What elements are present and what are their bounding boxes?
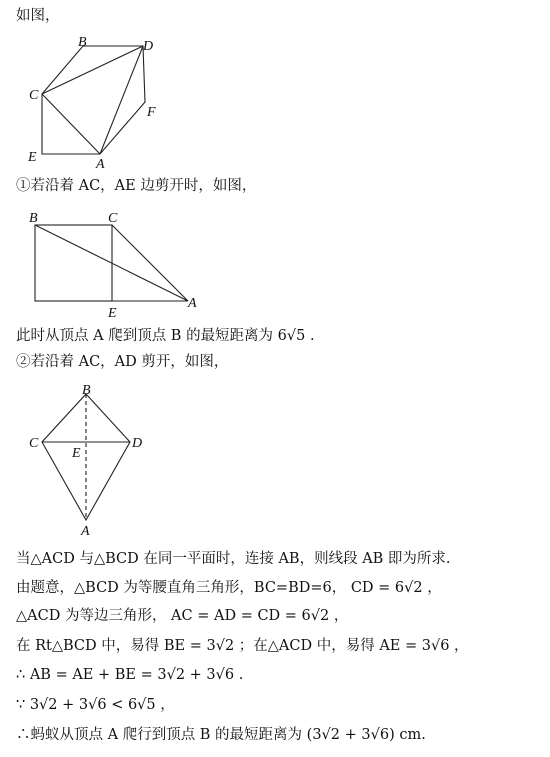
fig3-label-e: E <box>72 446 81 461</box>
fig3-label-a: A <box>81 524 90 539</box>
figure-1-net <box>20 30 170 170</box>
text-step-2: 由题意，△BCD 为等腰直角三角形，BC=BD=6， CD = 6√2 ， <box>16 580 442 596</box>
text-step-3: △ACD 为等边三角形， AC = AD = CD = 6√2 ， <box>16 608 349 624</box>
fig2-label-e: E <box>108 306 117 320</box>
text-step-4: 在 Rt△BCD 中，易得 BE = 3√2 ；在△ACD 中，易得 AE = 3√6 ， <box>16 638 469 654</box>
fig2-label-b: B <box>29 211 38 226</box>
fig3-label-b: B <box>82 383 91 398</box>
fig3-label-d: D <box>132 436 143 451</box>
fig1-label-d: D <box>143 39 154 54</box>
fig3-label-c: C <box>29 436 39 451</box>
fig1-label-e: E <box>28 150 37 165</box>
text-step-6: ∵ 3√2 + 3√6 < 6√5 ， <box>16 697 175 713</box>
text-intro: 如图， <box>16 8 60 24</box>
figure-3-kite <box>20 380 160 540</box>
fig1-label-a: A <box>96 157 105 170</box>
figure-2-rectangle <box>20 205 220 320</box>
text-result-1: 此时从顶点 A 爬到顶点 B 的最短距离为 6√5 . <box>16 328 315 344</box>
text-conclusion: ∴蚂蚁从顶点 A 爬行到顶点 B 的最短距离为 (3√2 + 3√6) cm. <box>16 727 426 743</box>
fig1-label-f: F <box>147 105 156 120</box>
fig2-label-a: A <box>188 296 197 311</box>
text-step-1: 当△ACD 与△BCD 在同一平面时，连接 AB，则线段 AB 即为所求. <box>16 551 451 567</box>
text-case-1: ①若沿着 AC，AE 边剪开时，如图， <box>16 178 257 194</box>
fig1-label-b: B <box>78 35 87 50</box>
text-case-2: ②若沿着 AC，AD 剪开，如图， <box>16 354 229 370</box>
fig2-label-c: C <box>108 211 118 226</box>
fig1-label-c: C <box>29 88 39 103</box>
text-step-5: ∴ AB = AE + BE = 3√2 + 3√6 . <box>16 667 244 683</box>
